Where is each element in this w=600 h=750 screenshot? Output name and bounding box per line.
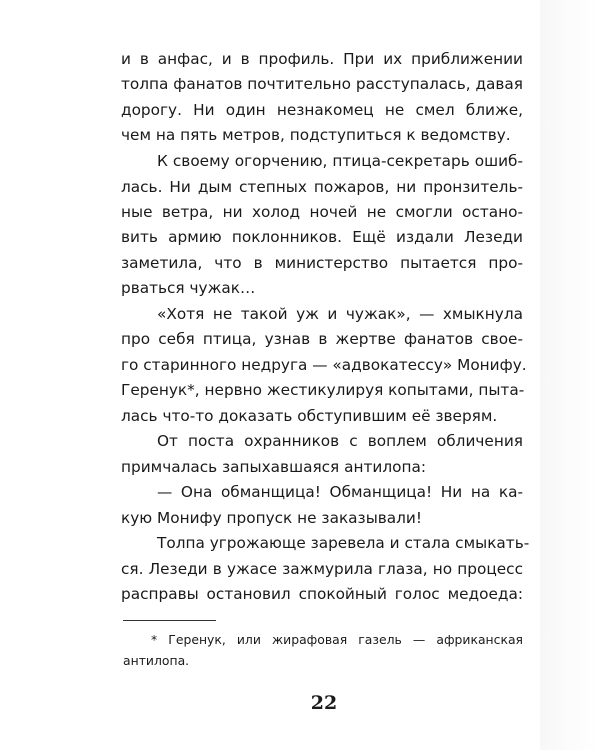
text-line: ся. Лезеди в ужасе зажмурила глаза, но процесс <box>121 560 523 578</box>
text-line: го старинного недруга — «адвокатессу» Монифу. <box>121 356 527 374</box>
text-line: чем на пять метров, подступиться к ведомству. <box>121 126 511 144</box>
text-line: Толпа угрожающе заревела и стала смыкать- <box>157 534 530 552</box>
text-line: ные ветра, ни холод ночей не смогли остано- <box>121 203 523 221</box>
page-edge-shadow <box>540 0 600 750</box>
footnote-line: * Геренук, или жирафовая газель — африканская <box>151 632 523 647</box>
text-line: лась что-то доказать обступившим её зверям. <box>121 407 498 425</box>
footnote-line: антилопа. <box>123 653 190 668</box>
page-number: 22 <box>310 692 338 714</box>
text-line: «Хотя не такой уж и чужак», — хмыкнула <box>157 305 523 323</box>
text-line: и в анфас, и в профиль. При их приближении <box>121 50 523 68</box>
text-line: Геренук*, нервно жестикулируя копытами, пыта- <box>121 381 525 399</box>
text-line: лась. Ни дым степных пожаров, ни пронзитель- <box>121 178 523 196</box>
text-line: дорогу. Ни один незнакомец не смел ближе, <box>121 101 523 119</box>
text-line: про себя птица, узнав в жертве фанатов свое- <box>121 330 523 348</box>
text-line: От поста охранников с воплем обличения <box>157 432 523 450</box>
text-line: примчалась запыхавшаяся антилопа: <box>121 458 427 476</box>
text-line: К своему огорчению, птица-секретарь ошиб- <box>157 152 523 170</box>
text-line: вить армию поклонников. Ещё издали Лезеди <box>121 228 523 246</box>
text-line: кую Монифу пропуск не заказывали! <box>121 509 423 527</box>
text-line: рваться чужак… <box>121 279 256 297</box>
text-line: заметила, что в министерство пытается про- <box>121 254 523 272</box>
text-line: расправы остановил спокойный голос медоеда: <box>121 585 523 603</box>
text-line: толпа фанатов почтительно расступалась, давая <box>121 75 523 93</box>
footnote-divider <box>123 620 216 621</box>
text-line: — Она обманщица! Обманщица! Ни на ка- <box>157 483 523 501</box>
